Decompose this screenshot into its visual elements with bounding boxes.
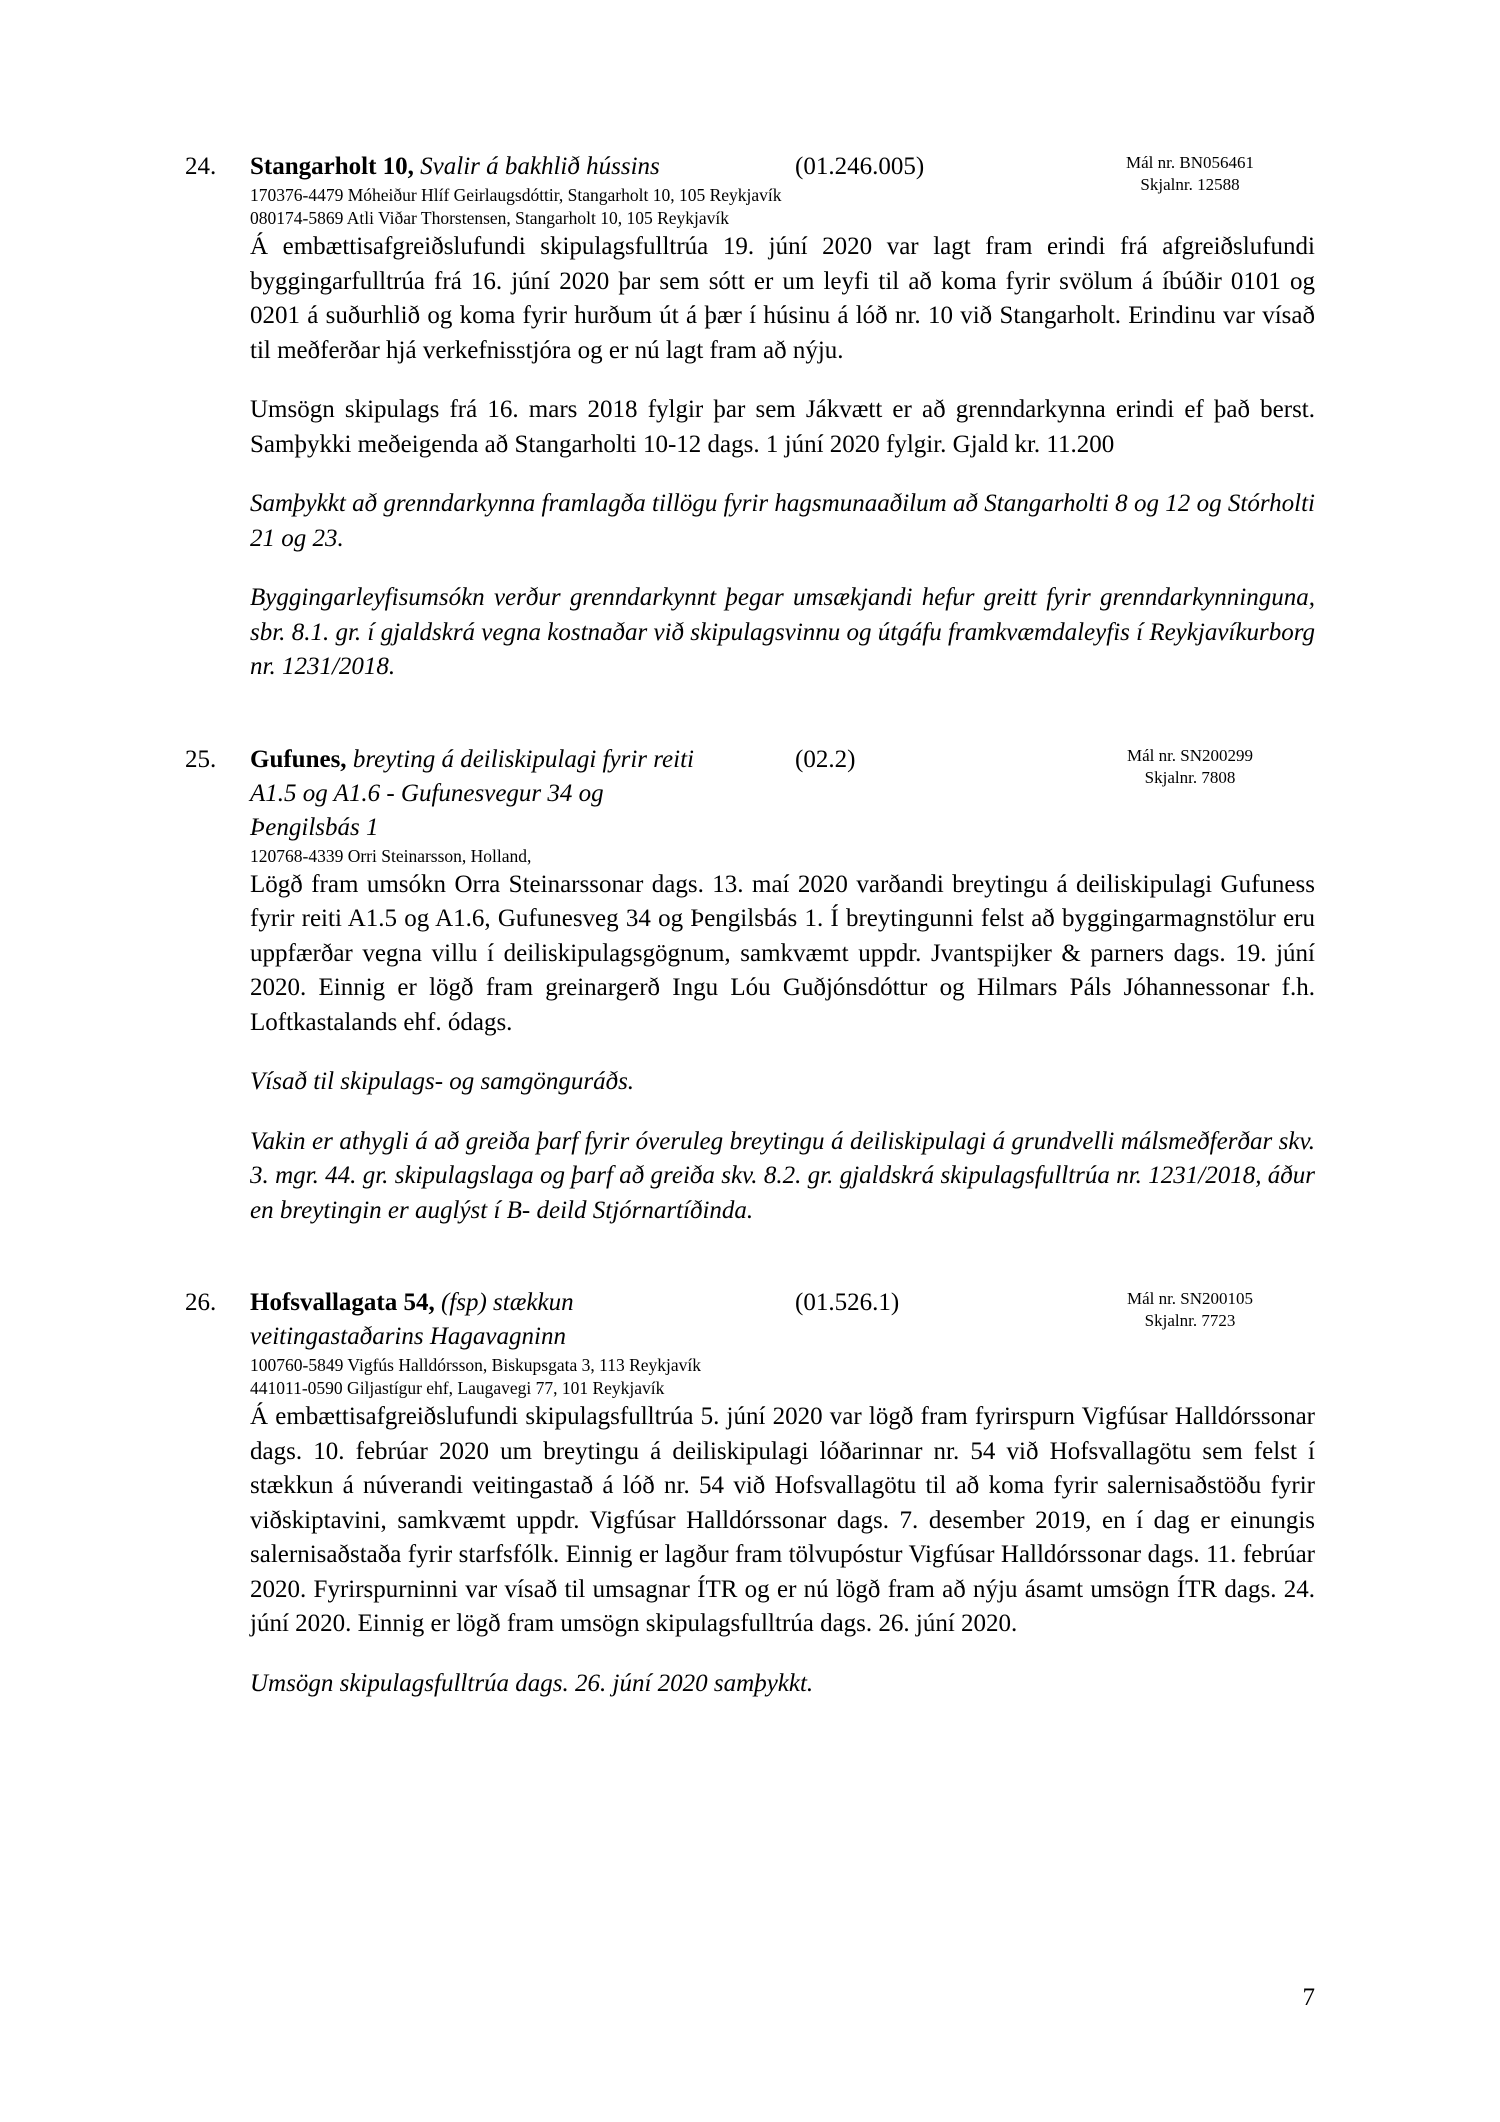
party-line: 441011-0590 Giljastígur ehf, Laugavegi 77, 101 Reykjavík (250, 1378, 665, 1398)
item-reference (1065, 745, 1315, 789)
item-paragraph: Lögð fram umsókn Orra Steinarssonar dags. 13. maí 2020 varðandi breytingu á deiliskipulagi Gufuness fyrir reiti A1.5 og A1.6, Gufunesveg 34 og Þengilsbás 1. Í breytingunni felst að byggingarmagnstölur eru uppfærðar vegna villu í deiliskipulagsgögnum, samkvæmt uppdr. Jvantspijker & parners dags. 19. júní 2020. Einnig er lögð fram greinargerð Ingu Lóu Guðjónsdóttur og Hilmars Páls Jóhannessonar f.h. Loftkastalands ehf. ódags. (250, 870, 1315, 1036)
party-line: 100760-5849 Vigfús Halldórsson, Biskupsgata 3, 113 Reykjavík (250, 1355, 702, 1375)
item-title-address: Stangarholt 10, (250, 153, 414, 180)
item-code: (02.2) (795, 745, 856, 773)
item-title-description: Svalir á bakhlið hússins (413, 153, 660, 180)
item-title-description: (fsp) stækkun (434, 1289, 574, 1316)
item-paragraph: Vakin er athygli á að greiða þarf fyrir óveruleg breytingu á deiliskipulagi á grundvelli málsmeðferðar skv. 3. mgr. 44. gr. skipulagslaga og þarf að greiða skv. 8.2. gr. gjaldskrá skipulagsfulltrúa nr. 1231/2018, áður en breytingin er auglýst í B- deild Stjórnartíðinda. (250, 1127, 1315, 1224)
item-title-continuation: veitingastaðarins Hagavagninn (250, 1323, 566, 1350)
item-number: 26. (185, 1289, 217, 1316)
party-line: 080174-5869 Atli Viðar Thorstensen, Stangarholt 10, 105 Reykjavík (250, 208, 730, 228)
item-paragraph: Á embættisafgreiðslufundi skipulagsfulltrúa 19. júní 2020 var lagt fram erindi frá afgreiðslufundi byggingarfulltrúa frá 16. júní 2020 þar sem sótt er um leyfi til að koma fyrir svölum á íbúðir 0101 og 0201 á suðurhlið og koma fyrir hurðum út á þær í húsinu á lóð nr. 10 við Stangarholt. Erindinu var vísað til meðferðar hjá verkefnisstjóra og er nú lagt fram að nýju. (250, 233, 1315, 364)
item-title-address: Gufunes, (250, 745, 347, 773)
item-reference (1065, 152, 1315, 196)
item-title-continuation: A1.5 og A1.6 - Gufunesvegur 34 og (250, 779, 604, 807)
item-title-address: Hofsvallagata 54, (250, 1289, 435, 1316)
document-number: Skjalnr. 7723 (1144, 1311, 1236, 1330)
item-code: (01.246.005) (795, 153, 925, 180)
agenda-item-24 (185, 150, 1315, 685)
item-header (185, 1286, 1315, 1354)
party-line: 120768-4339 Orri Steinarsson, Holland, (250, 845, 532, 866)
item-paragraph: Vísað til skipulags- og samgönguráðs. (250, 1068, 635, 1095)
item-title-description: breyting á deiliskipulagi fyrir reiti (346, 745, 694, 773)
item-paragraph: Byggingarleyfisumsókn verður grenndarkynnt þegar umsækjandi hefur greitt fyrir grenndarkynninguna, sbr. 8.1. gr. í gjaldskrá vegna kostnaðar við skipulagsvinnu og útgáfu framkvæmdaleyfis í Reykjavíkurborg nr. 1231/2018. (250, 584, 1315, 680)
item-header (185, 743, 1315, 845)
case-number: Mál nr. SN200299 (1126, 745, 1254, 765)
item-paragraph: Umsögn skipulags frá 16. mars 2018 fylgir þar sem Jákvætt er að grenndarkynna erindi ef það berst. Samþykki meðeigenda að Stangarholti 10-12 dags. 1 júní 2020 fylgir. Gjald kr. 11.200 (250, 396, 1315, 458)
item-header (185, 150, 1315, 194)
case-number: Mál nr. SN200105 (1126, 1289, 1254, 1308)
item-code: (01.526.1) (795, 1289, 900, 1316)
document-number: Skjalnr. 7808 (1144, 767, 1236, 787)
item-paragraph: Á embættisafgreiðslufundi skipulagsfulltrúa 5. júní 2020 var lögð fram fyrirspurn Vigfúsar Halldórssonar dags. 10. febrúar 2020 um breytingu á deiliskipulagi lóðarinnar nr. 54 við Hofsvallagötu sem felst í stækkun á núverandi veitingastað á lóð nr. 54 við Hofsvallagötu til að koma fyrir salernisaðstöðu fyrir viðskiptavini, samkvæmt uppdr. Vigfúsar Halldórssonar dags. 7. desember 2019, en í dag er einungis salernisaðstaða fyrir starfsfólk. Einnig er lagður fram tölvupóstur Vigfúsar Halldórssonar dags. 11. febrúar 2020. Fyrirspurninni var vísað til umsagnar ÍTR og er nú lögð fram að nýju ásamt umsögn ÍTR dags. 24. júní 2020. Einnig er lögð fram umsögn skipulagsfulltrúa dags. 26. júní 2020. (250, 1403, 1315, 1637)
item-paragraph: Umsögn skipulagsfulltrúa dags. 26. júní 2020 samþykkt. (250, 1669, 814, 1697)
agenda-item-26 (185, 1286, 1315, 1701)
item-number: 24. (185, 153, 217, 180)
party-line: 170376-4479 Móheiður Hlíf Geirlaugsdóttir, Stangarholt 10, 105 Reykjavík (250, 185, 782, 205)
document-number: Skjalnr. 12588 (1140, 175, 1240, 194)
page-number: 7 (1302, 1984, 1315, 2011)
case-number: Mál nr. BN056461 (1126, 153, 1254, 172)
agenda-item-25 (185, 743, 1315, 1229)
item-number: 25. (185, 745, 217, 773)
item-paragraph: Samþykkt að grenndarkynna framlagða tillögu fyrir hagsmunaaðilum að Stangarholti 8 og 12 og Stórholti 21 og 23. (250, 490, 1315, 552)
item-reference (1065, 1288, 1315, 1332)
item-title-continuation-2: Þengilsbás 1 (250, 813, 379, 841)
